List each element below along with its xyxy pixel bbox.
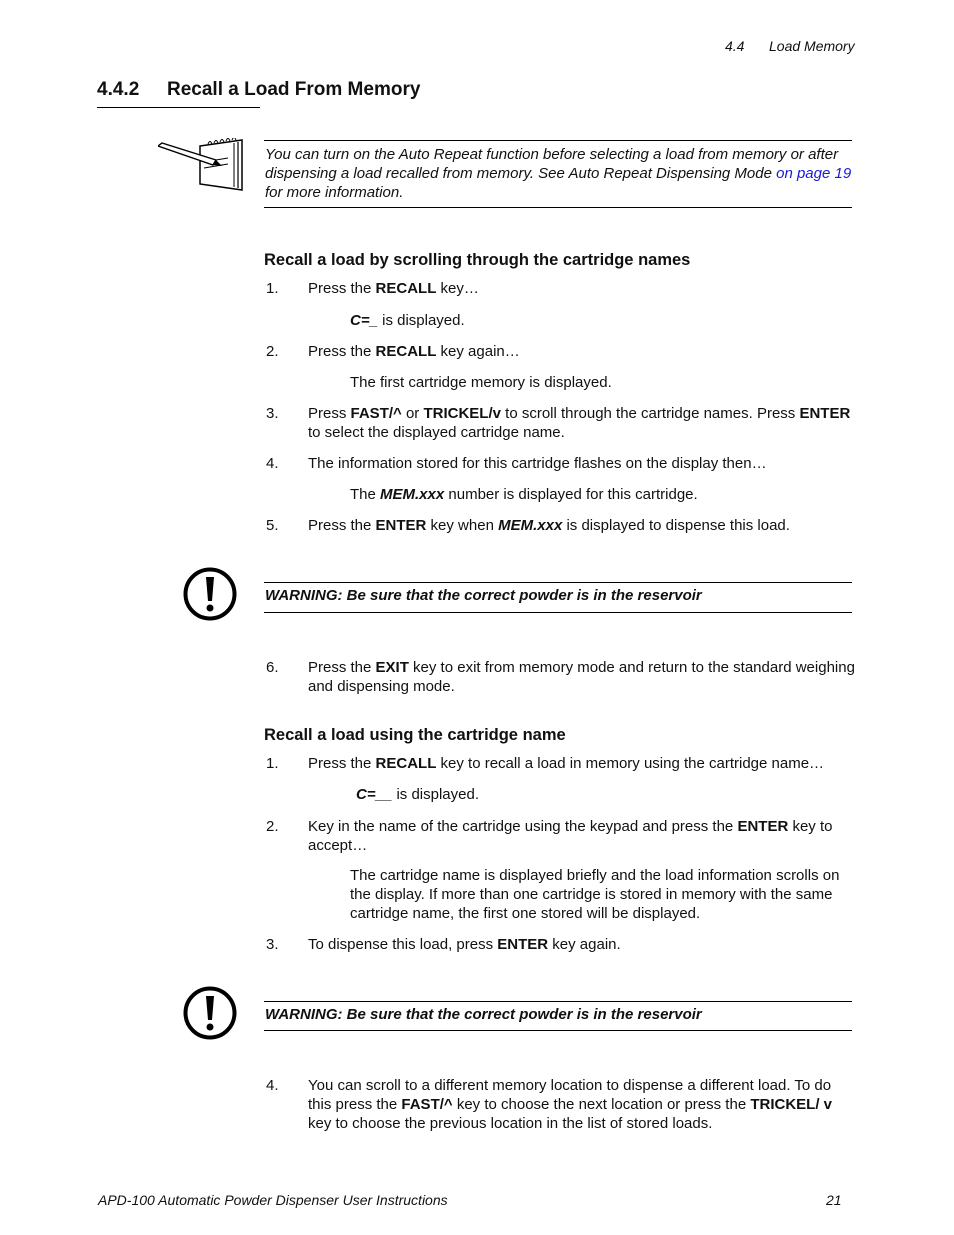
- step-text: key to recall a load in memory using the cartridge name…: [436, 755, 825, 772]
- step-b1: [266, 754, 856, 773]
- key-exit: EXIT: [375, 659, 409, 676]
- step-text: You can scroll to a different memory location to dispense a different load. To do this press the: [308, 1077, 832, 1113]
- running-header: [725, 38, 855, 54]
- key-fast: FAST/^: [401, 1096, 453, 1113]
- warning-exclamation-icon: [182, 985, 238, 1041]
- page-link[interactable]: on page 19: [776, 165, 852, 182]
- step-number: 5.: [266, 517, 279, 534]
- step-number: 3.: [266, 405, 279, 422]
- step-4: [266, 454, 856, 473]
- step-text: or: [401, 405, 424, 422]
- step-6: [266, 658, 856, 696]
- step-b4: [266, 1076, 856, 1133]
- step-number: 6.: [266, 659, 279, 676]
- warning-text: WARNING: Be sure that the correct powder is in the reservoir: [265, 587, 702, 604]
- key-recall: RECALL: [375, 343, 437, 360]
- header-section-title: Load Memory: [769, 38, 855, 54]
- step-text: key to accept…: [308, 818, 833, 854]
- step-b3: [266, 935, 856, 954]
- key-recall: RECALL: [375, 280, 437, 297]
- step-b2-result: The cartridge name is displayed briefly and the load information scrolls on the display. If more than one cartridge is stored in memory with the same cartridge name, the first one stored will be displayed.: [350, 867, 840, 922]
- result-text: is displayed.: [392, 786, 479, 803]
- step-2: [266, 342, 856, 361]
- warning-bottom-rule: [264, 612, 852, 613]
- step-text: Press the: [308, 343, 376, 360]
- step-text: key to exit from memory mode and return to the standard weighing and dispensing mode.: [308, 659, 855, 695]
- step-number: 2.: [266, 343, 279, 360]
- key-enter: ENTER: [799, 405, 851, 422]
- step-text: key…: [436, 280, 479, 297]
- step-text: to select the displayed cartridge name.: [308, 424, 565, 441]
- step-number: 2.: [266, 818, 279, 835]
- step-text: Press the: [308, 659, 376, 676]
- step-2-result: The first cartridge memory is displayed.: [350, 374, 612, 391]
- step-1: [266, 279, 856, 298]
- step-b2: [266, 817, 856, 855]
- warning-top-rule: [264, 582, 852, 583]
- step-4-result: [350, 485, 855, 504]
- step-5: [266, 516, 856, 535]
- step-number: 1.: [266, 755, 279, 772]
- footer-doc-title: APD-100 Automatic Powder Dispenser User Instructions: [98, 1192, 448, 1208]
- result-text: is displayed.: [377, 312, 465, 329]
- header-section-number: 4.4: [725, 38, 745, 54]
- step-text: key again.: [548, 936, 621, 953]
- result-text: The: [350, 486, 381, 503]
- key-recall: RECALL: [375, 755, 437, 772]
- page-number: 21: [826, 1192, 842, 1208]
- step-number: 4.: [266, 455, 279, 472]
- step-text: To dispense this load, press: [308, 936, 498, 953]
- step-text: The information stored for this cartridge flashes on the display then…: [308, 455, 767, 472]
- display-code: MEM.xxx: [498, 517, 563, 534]
- subheading-scroll: Recall a load by scrolling through the cartridge names: [264, 251, 691, 269]
- step-text: Press the: [308, 280, 376, 297]
- note-top-rule: [264, 140, 852, 141]
- step-text: key when: [426, 517, 499, 534]
- step-3: [266, 404, 856, 442]
- subheading-name: Recall a load using the cartridge name: [264, 726, 566, 744]
- step-text: Press the: [308, 755, 376, 772]
- step-text: key again…: [436, 343, 520, 360]
- step-b1-result: [356, 785, 861, 804]
- section-number: 4.4.2: [97, 79, 140, 100]
- key-enter: ENTER: [375, 517, 427, 534]
- warning-text: WARNING: Be sure that the correct powder is in the reservoir: [265, 1006, 702, 1023]
- step-text: key to choose the next location or press the: [452, 1096, 751, 1113]
- notepad-pencil-icon: [158, 138, 248, 194]
- key-trickel: TRICKEL/v: [423, 405, 501, 422]
- step-number: 4.: [266, 1077, 279, 1094]
- note-bottom-rule: [264, 207, 852, 208]
- section-title: [97, 79, 420, 101]
- title-underline: [97, 107, 260, 108]
- warning-bottom-rule: [264, 1030, 852, 1031]
- note-text-pre: You can turn on the Auto Repeat function before selecting a load from memory or after dispensing a load recalled from memory. See Auto Repeat Dispensing Mode: [265, 146, 839, 182]
- step-text: to scroll through the cartridge names. Press: [500, 405, 800, 422]
- step-number: 3.: [266, 936, 279, 953]
- warning-exclamation-icon: [182, 566, 238, 622]
- step-text: key to choose the previous location in the list of stored loads.: [308, 1115, 713, 1132]
- display-code: C=__: [356, 786, 393, 803]
- step-text: is displayed to dispense this load.: [562, 517, 790, 534]
- display-code: C=_: [350, 312, 378, 329]
- display-code: MEM.xxx: [380, 486, 445, 503]
- section-title-text: Recall a Load From Memory: [167, 79, 421, 100]
- step-1-result: [350, 311, 855, 330]
- result-text: number is displayed for this cartridge.: [444, 486, 698, 503]
- key-enter: ENTER: [497, 936, 549, 953]
- step-number: 1.: [266, 280, 279, 297]
- key-trickel: TRICKEL/ v: [750, 1096, 833, 1113]
- note-text: [265, 145, 855, 202]
- key-enter: ENTER: [737, 818, 789, 835]
- note-text-post: for more information.: [265, 184, 404, 201]
- key-fast: FAST/^: [350, 405, 402, 422]
- step-text: Key in the name of the cartridge using the keypad and press the: [308, 818, 738, 835]
- step-text: Press: [308, 405, 351, 422]
- warning-top-rule: [264, 1001, 852, 1002]
- step-text: Press the: [308, 517, 376, 534]
